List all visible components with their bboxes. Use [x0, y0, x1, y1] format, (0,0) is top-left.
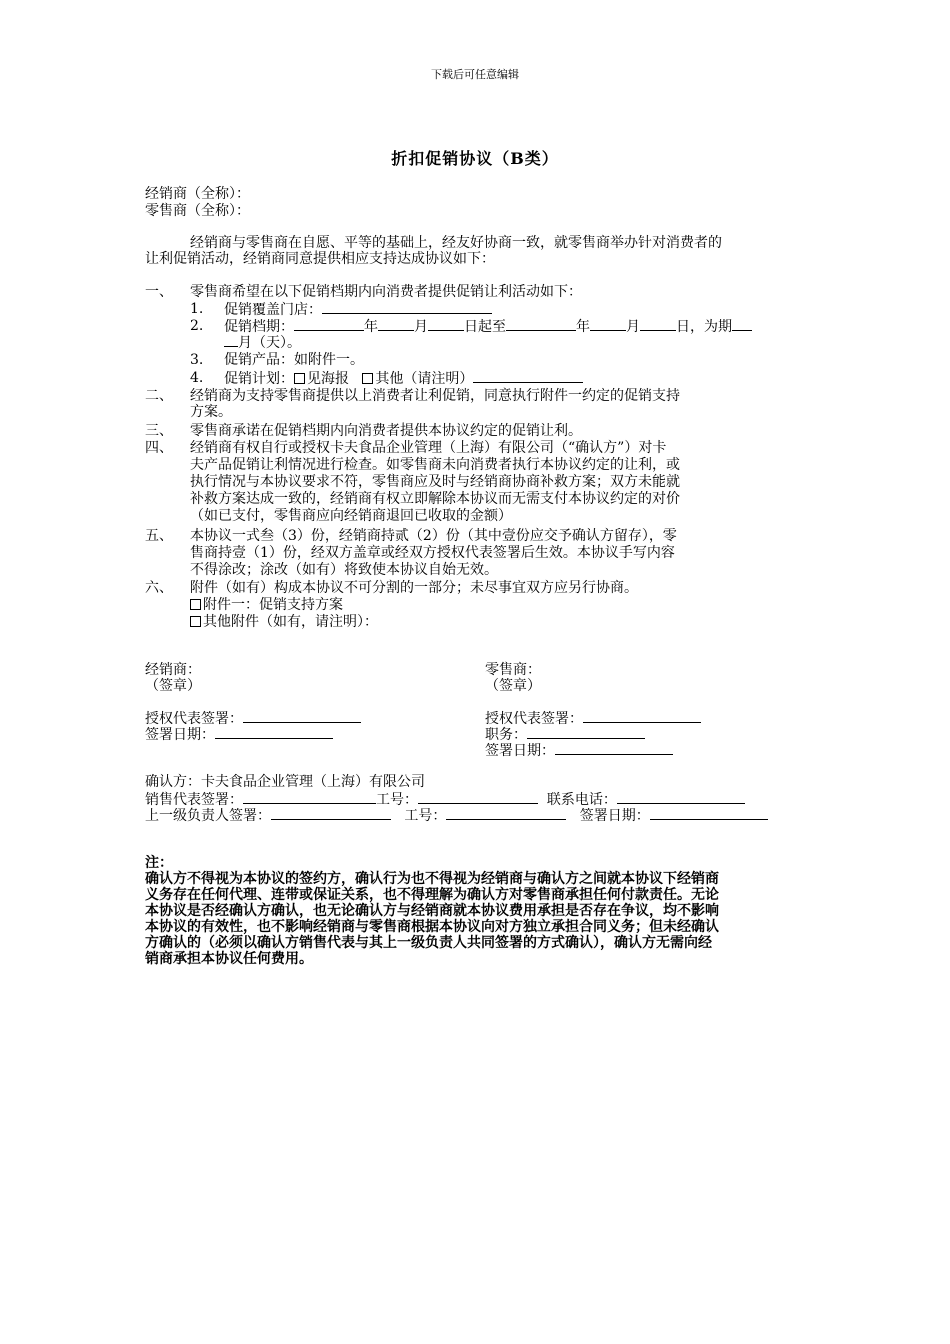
plan-label: 促销计划： — [224, 371, 294, 387]
clause-4-line-5: （如已支付，零售商应向经销商退回已收取的金额） — [190, 508, 512, 524]
clause-4-line-1: 经销商有权自行或授权卡夫食品企业管理（上海）有限公司（“确认方”）对卡 — [190, 440, 667, 456]
duration-blank[interactable] — [732, 318, 752, 331]
distributor-rep-blank[interactable] — [243, 710, 361, 723]
attachment-2-label: 其他附件（如有，请注明）： — [203, 614, 378, 630]
item-2-number: 2. — [190, 318, 204, 334]
clause-4-line-4: 补救方案达成一致的，经销商有权立即解除本协议而无需支付本协议约定的对价 — [190, 491, 680, 507]
poster-checkbox[interactable] — [294, 373, 305, 384]
retailer-date-blank[interactable] — [555, 742, 673, 755]
clause-6-line-1: 附件（如有）构成本协议不可分割的一部分；未尽事宜双方应另行协商。 — [190, 580, 638, 596]
clause-5-line-2: 售商持壹（1）份，经双方盖章或经双方授权代表签署后生效。本协议手写内容 — [190, 545, 675, 561]
emp-no-2-blank[interactable] — [446, 807, 566, 820]
confirm-date-label: 签署日期： — [579, 808, 650, 824]
note-line-4: 本协议的有效性，也不影响经销商与零售商根据本协议向对方独立承担合同义务；但未经确认 — [145, 919, 719, 935]
attachment-2-checkbox[interactable] — [190, 616, 201, 627]
duration-blank-cont[interactable] — [224, 334, 238, 347]
note-line-6: 销商承担本协议任何费用。 — [145, 951, 313, 967]
year-label: 年 — [364, 319, 378, 335]
clause-3-number: 三、 — [145, 423, 173, 439]
sign-distributor-label: 经销商： — [145, 662, 201, 678]
emp-no-2-label: 工号： — [404, 808, 447, 824]
retailer-position-label: 职务： — [485, 727, 527, 743]
other-option: 其他（请注明） — [375, 371, 474, 387]
attachment-1 — [190, 597, 343, 613]
sales-rep-blank[interactable] — [243, 791, 376, 804]
clause-4-line-3: 执行情况与本协议要求不符，零售商应及时与经销商协商补救方案；双方未能就 — [190, 474, 680, 490]
retailer-rep-blank[interactable] — [583, 710, 701, 723]
item-3-number: 3. — [190, 352, 204, 368]
end-month-blank[interactable] — [590, 318, 626, 331]
item-2-period — [224, 318, 752, 335]
year-label-2: 年 — [576, 319, 590, 335]
superior-blank[interactable] — [271, 807, 391, 820]
phone-label: 联系电话： — [546, 792, 617, 808]
note-label: 注： — [145, 855, 173, 871]
confirm-sales-row — [145, 791, 745, 808]
sales-rep-label: 销售代表签署： — [145, 792, 243, 808]
distributor-rep-label: 授权代表签署： — [145, 711, 243, 727]
intro-line-2: 让利促销活动，经销商同意提供相应支持达成协议如下： — [145, 251, 495, 267]
store-coverage-label: 促销覆盖门店： — [224, 302, 322, 318]
confirm-date-blank[interactable] — [650, 807, 768, 820]
clause-2-line-2: 方案。 — [190, 404, 232, 420]
day-to-label: 日起至 — [464, 319, 506, 335]
retailer-rep-signature — [485, 710, 701, 727]
item-4-number: 4. — [190, 370, 204, 386]
item-1-number: 1. — [190, 301, 204, 317]
clause-5-line-1: 本协议一式叁（3）份，经销商持贰（2）份（其中壹份应交予确认方留存），零 — [190, 528, 677, 544]
start-day-blank[interactable] — [428, 318, 464, 331]
note-line-2: 义务存在任何代理、连带或保证关系，也不得理解为确认方对零售商承担任何付款责任。无论 — [145, 887, 719, 903]
other-checkbox[interactable] — [362, 373, 373, 384]
retailer-position — [485, 726, 645, 743]
clause-4-number: 四、 — [145, 440, 173, 456]
retailer-sign-date — [485, 742, 673, 759]
item-4-plan — [224, 370, 583, 387]
end-day-blank[interactable] — [640, 318, 676, 331]
intro-line-1: 经销商与零售商在自愿、平等的基础上，经友好协商一致，就零售商举办针对消费者的 — [190, 235, 722, 251]
attachment-1-label: 附件一：促销支持方案 — [203, 597, 343, 613]
confirm-party: 确认方：卡夫食品企业管理（上海）有限公司 — [145, 774, 425, 790]
emp-no-blank[interactable] — [418, 791, 538, 804]
note-line-1: 确认方不得视为本协议的签约方，确认行为也不得视为经销商与确认方之间就本协议下经销商 — [145, 871, 719, 887]
distributor-date-label: 签署日期： — [145, 727, 215, 743]
attachment-1-checkbox[interactable] — [190, 599, 201, 610]
attachment-2 — [190, 614, 378, 630]
note-line-5: 方确认的（必须以确认方销售代表与其上一级负责人共同签署的方式确认），确认方无需向经 — [145, 935, 712, 951]
clause-5-line-3: 不得涂改；涂改（如有）将致使本协议自始无效。 — [190, 562, 498, 578]
store-coverage-blank[interactable] — [322, 301, 492, 314]
distributor-sign-date — [145, 726, 333, 743]
sign-retailer-seal: （签章） — [485, 678, 541, 694]
sign-retailer-label: 零售商： — [485, 662, 541, 678]
month-label: 月 — [414, 319, 428, 335]
phone-blank[interactable] — [617, 791, 745, 804]
clause-1-text: 零售商希望在以下促销档期内向消费者提供促销让利活动如下： — [190, 284, 582, 300]
end-year-blank[interactable] — [506, 318, 576, 331]
month-label-2: 月 — [626, 319, 640, 335]
start-month-blank[interactable] — [378, 318, 414, 331]
clause-2-line-1: 经销商为支持零售商提供以上消费者让利促销，同意执行附件一约定的促销支持 — [190, 388, 680, 404]
sign-distributor-seal: （签章） — [145, 678, 201, 694]
superior-label: 上一级负责人签署： — [145, 808, 271, 824]
day-duration-label: 日，为期 — [676, 319, 732, 335]
retailer-rep-label: 授权代表签署： — [485, 711, 583, 727]
document-title: 折扣促销协议（B类） — [391, 149, 559, 168]
item-3-label: 促销产品：如附件一。 — [224, 352, 364, 368]
emp-no-label: 工号： — [376, 792, 418, 808]
distributor-label: 经销商（全称）： — [145, 186, 250, 202]
confirm-superior-row — [145, 807, 768, 824]
header-note: 下载后可任意编辑 — [431, 68, 519, 81]
distributor-date-blank[interactable] — [215, 726, 333, 739]
clause-5-number: 五、 — [145, 528, 173, 544]
distributor-rep-signature — [145, 710, 361, 727]
retailer-position-blank[interactable] — [527, 726, 645, 739]
clause-1-number: 一、 — [145, 284, 173, 300]
clause-3-line-1: 零售商承诺在促销档期内向消费者提供本协议约定的促销让利。 — [190, 423, 582, 439]
clause-6-number: 六、 — [145, 580, 173, 596]
retailer-label: 零售商（全称）： — [145, 203, 250, 219]
duration-unit: 月（天）。 — [238, 335, 301, 351]
other-blank[interactable] — [473, 370, 583, 383]
poster-option: 见海报 — [307, 371, 349, 387]
clause-4-line-2: 夫产品促销让利情况进行检查。如零售商未向消费者执行本协议约定的让利，或 — [190, 457, 680, 473]
item-1-label — [224, 301, 492, 318]
item-2-continuation — [224, 334, 301, 351]
retailer-date-label: 签署日期： — [485, 743, 555, 759]
period-label: 促销档期： — [224, 319, 294, 335]
start-year-blank[interactable] — [294, 318, 364, 331]
clause-2-number: 二、 — [145, 388, 173, 404]
note-line-3: 本协议是否经确认方确认，也无论确认方与经销商就本协议费用承担是否存在争议，均不影响 — [145, 903, 719, 919]
